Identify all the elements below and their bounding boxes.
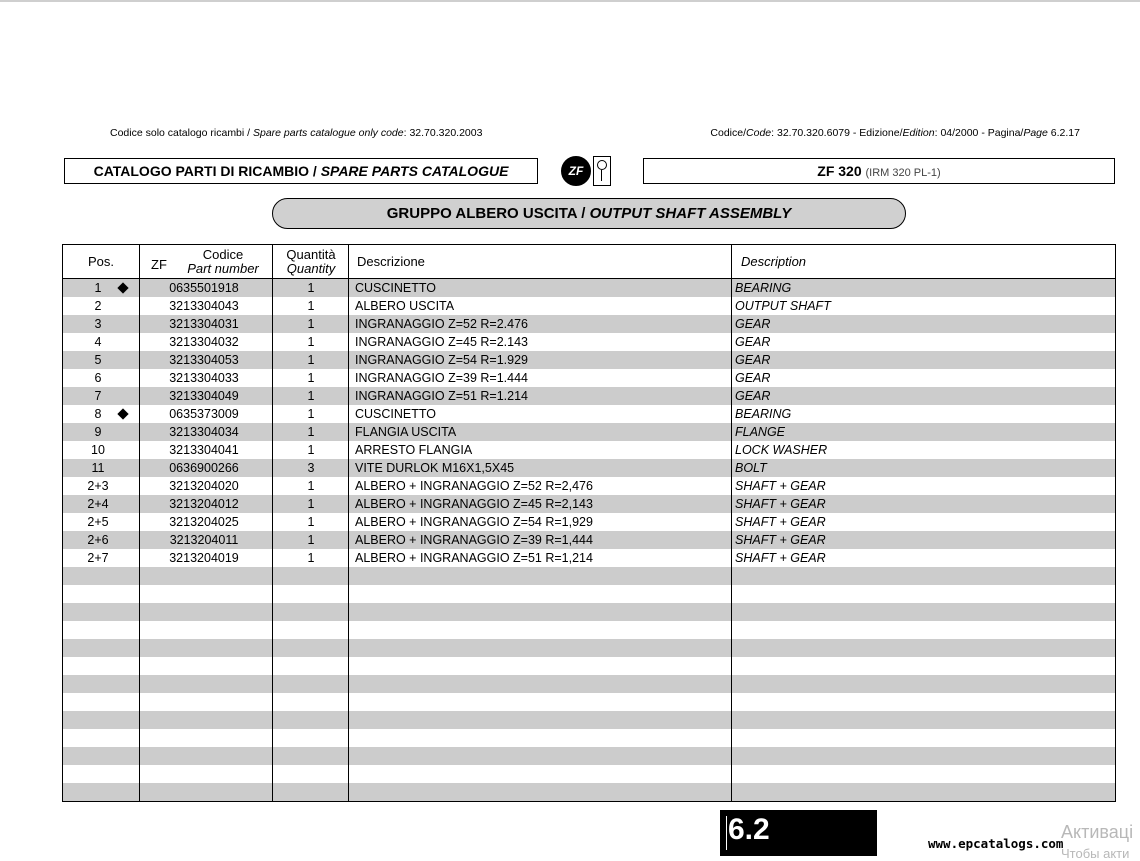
cell-qty: 1 <box>307 497 315 511</box>
cell-description <box>355 729 730 747</box>
cell-code <box>139 783 269 801</box>
cell-qty <box>273 729 349 747</box>
top-border <box>0 0 1140 2</box>
cell-qty: 1 <box>307 533 315 547</box>
cell-description: ALBERO + INGRANAGGIO Z=54 R=1,929 <box>355 515 593 529</box>
cell-qty: 1 <box>307 353 315 367</box>
cell-qty <box>273 585 349 603</box>
table-row <box>63 297 1115 315</box>
table-row <box>63 801 1115 819</box>
cell-code <box>139 729 269 747</box>
cell-code: 3213304041 <box>169 443 239 457</box>
cell-description: INGRANAGGIO Z=54 R=1.929 <box>355 353 528 367</box>
table-row <box>63 423 1115 441</box>
section-number: 6.2 <box>720 810 877 856</box>
cell-qty: 1 <box>307 551 315 565</box>
cell-qty: 1 <box>307 335 315 349</box>
cell-description-en <box>735 567 1110 585</box>
cell-qty <box>273 747 349 765</box>
cell-pos: 2+7 <box>87 551 109 565</box>
cell-pos <box>63 801 133 819</box>
cell-description-en: SHAFT + GEAR <box>735 515 826 529</box>
parts-table <box>62 244 1116 802</box>
cell-description: ALBERO + INGRANAGGIO Z=52 R=2,476 <box>355 479 593 493</box>
cell-code <box>139 621 269 639</box>
table-row <box>63 783 1115 801</box>
cell-description: ALBERO + INGRANAGGIO Z=39 R=1,444 <box>355 533 593 547</box>
cell-pos: 7 <box>94 389 102 403</box>
cell-code: 3213204025 <box>169 515 239 529</box>
cell-pos <box>63 621 133 639</box>
header-pos: Pos. <box>87 254 114 269</box>
cell-pos <box>63 567 133 585</box>
cell-code: 3213204012 <box>169 497 239 511</box>
activation-watermark-sub: Чтобы акти <box>1061 846 1130 861</box>
cell-description-en: SHAFT + GEAR <box>735 497 826 511</box>
cell-code: 3213304043 <box>169 299 239 313</box>
cell-pos <box>63 657 133 675</box>
cell-description: INGRANAGGIO Z=45 R=2.143 <box>355 335 528 349</box>
cell-description: ALBERO + INGRANAGGIO Z=45 R=2,143 <box>355 497 593 511</box>
cell-pos: 2 <box>94 299 102 313</box>
column-divider <box>272 245 273 801</box>
table-row <box>63 567 1115 585</box>
cell-code: 3213304053 <box>169 353 239 367</box>
cell-qty: 1 <box>307 515 315 529</box>
cell-description-en <box>735 729 1110 747</box>
activation-watermark: Активаці <box>1061 822 1134 842</box>
column-divider <box>348 245 349 801</box>
cell-pos <box>63 603 133 621</box>
cell-pos: 4 <box>94 335 102 349</box>
cell-qty: 1 <box>307 389 315 403</box>
cell-code <box>139 657 269 675</box>
table-row <box>63 675 1115 693</box>
cell-code <box>139 603 269 621</box>
cell-qty <box>273 603 349 621</box>
cell-qty <box>273 693 349 711</box>
cell-qty: 1 <box>307 425 315 439</box>
table-row <box>63 351 1115 369</box>
cell-pos: 2+6 <box>87 533 109 547</box>
cell-pos <box>63 747 133 765</box>
cell-description-en: GEAR <box>735 353 771 367</box>
cell-description-en <box>735 657 1110 675</box>
cell-qty <box>273 765 349 783</box>
cell-description <box>355 567 730 585</box>
cell-qty <box>273 783 349 801</box>
cell-qty: 1 <box>307 443 315 457</box>
header-part-number: Part number <box>187 261 259 276</box>
cell-description: ARRESTO FLANGIA <box>355 443 473 457</box>
cell-description: INGRANAGGIO Z=39 R=1.444 <box>355 371 528 385</box>
cell-code <box>139 747 269 765</box>
cell-description <box>355 711 730 729</box>
cell-code: 3213304034 <box>169 425 239 439</box>
cell-description <box>355 585 730 603</box>
cell-description <box>355 621 730 639</box>
cell-qty <box>273 639 349 657</box>
table-row <box>63 369 1115 387</box>
cell-qty <box>273 567 349 585</box>
table-row <box>63 315 1115 333</box>
cell-pos: 2+4 <box>87 497 109 511</box>
cell-description-en: OUTPUT SHAFT <box>735 299 831 313</box>
cell-code: 3213204019 <box>169 551 239 565</box>
cell-description: ALBERO + INGRANAGGIO Z=51 R=1,214 <box>355 551 593 565</box>
model-title: ZF 320 (IRM 320 PL-1) <box>643 158 1115 184</box>
column-divider <box>731 245 732 801</box>
cell-pos: 5 <box>94 353 102 367</box>
cell-description-en: SHAFT + GEAR <box>735 551 826 565</box>
cell-code: 3213304049 <box>169 389 239 403</box>
cell-description-en: GEAR <box>735 389 771 403</box>
cell-pos: 6 <box>94 371 102 385</box>
table-row <box>63 531 1115 549</box>
cell-pos: 3 <box>94 317 102 331</box>
cell-code: 3213204020 <box>169 479 239 493</box>
header-zf: ZF <box>151 257 167 272</box>
cell-description-en <box>735 639 1110 657</box>
cell-description-en <box>735 675 1110 693</box>
header-quantity: Quantity <box>286 261 336 276</box>
cell-qty <box>273 801 349 819</box>
cell-pos <box>63 711 133 729</box>
cell-pos: 1 <box>94 281 102 295</box>
cell-pos <box>63 639 133 657</box>
table-row <box>63 513 1115 531</box>
zf-logo-icon: ZF <box>561 156 591 186</box>
cell-pos <box>63 693 133 711</box>
cell-code: 0635373009 <box>169 407 239 421</box>
cell-qty <box>273 657 349 675</box>
cell-description <box>355 783 730 801</box>
cell-pos: 11 <box>91 461 105 475</box>
table-row <box>63 747 1115 765</box>
cell-description-en: GEAR <box>735 335 771 349</box>
cell-description-en <box>735 765 1110 783</box>
cell-description <box>355 801 730 819</box>
table-row <box>63 657 1115 675</box>
cell-qty: 1 <box>307 371 315 385</box>
table-row <box>63 387 1115 405</box>
table-row <box>63 711 1115 729</box>
table-row <box>63 333 1115 351</box>
cell-code: 3213304031 <box>169 317 239 331</box>
table-row <box>63 441 1115 459</box>
cell-description-en: FLANGE <box>735 425 786 439</box>
table-row <box>63 549 1115 567</box>
table-row <box>63 639 1115 657</box>
header-code: Codice <box>202 247 244 262</box>
table-row <box>63 279 1115 297</box>
cell-code <box>139 585 269 603</box>
group-title: GRUPPO ALBERO USCITA / OUTPUT SHAFT ASSEMBLY <box>272 198 906 229</box>
cell-description-en: BOLT <box>735 461 767 475</box>
cell-code: 3213304032 <box>169 335 239 349</box>
cell-description <box>355 747 730 765</box>
cell-description <box>355 657 730 675</box>
cell-pos <box>63 783 133 801</box>
cell-qty <box>273 675 349 693</box>
cell-description <box>355 675 730 693</box>
cell-description-en <box>735 693 1110 711</box>
cell-description-en: GEAR <box>735 371 771 385</box>
cell-pos: 8 <box>94 407 102 421</box>
table-row <box>63 477 1115 495</box>
cell-qty: 1 <box>307 281 315 295</box>
cell-description-en <box>735 585 1110 603</box>
cell-pos <box>63 675 133 693</box>
cell-qty: 1 <box>307 479 315 493</box>
cell-description-en: LOCK WASHER <box>735 443 828 457</box>
cell-pos: 2+3 <box>87 479 109 493</box>
cell-description <box>355 693 730 711</box>
cell-qty <box>273 711 349 729</box>
cell-description: VITE DURLOK M16X1,5X45 <box>355 461 515 475</box>
cell-description-en: SHAFT + GEAR <box>735 533 826 547</box>
cell-code: 0635501918 <box>169 281 239 295</box>
cell-description-en: BEARING <box>735 407 792 421</box>
catalogue-only-code: Codice solo catalogo ricambi / Spare parts catalogue only code: 32.70.320.2003 <box>110 127 483 139</box>
cell-description: FLANGIA USCITA <box>355 425 457 439</box>
cell-code <box>139 567 269 585</box>
table-row <box>63 585 1115 603</box>
cell-description-en <box>735 783 1110 801</box>
cell-pos: 10 <box>91 443 105 457</box>
website-link[interactable]: www.epcatalogs.com <box>928 836 1064 851</box>
cell-code: 3213204011 <box>169 533 239 547</box>
edition-info: Codice/Code: 32.70.320.6079 - Edizione/Edition: 04/2000 - Pagina/Page 6.2.17 <box>710 127 1080 139</box>
tag-icon <box>593 156 611 186</box>
cell-description-en <box>735 603 1110 621</box>
header-description: Description <box>741 254 807 269</box>
table-row <box>63 729 1115 747</box>
cell-description: CUSCINETTO <box>355 281 437 295</box>
cell-description: ALBERO USCITA <box>355 299 455 313</box>
cell-qty: 1 <box>307 317 315 331</box>
cell-description-en <box>735 621 1110 639</box>
cell-code <box>139 711 269 729</box>
cell-code <box>139 675 269 693</box>
cell-description: INGRANAGGIO Z=52 R=2.476 <box>355 317 528 331</box>
cell-description-en: GEAR <box>735 317 771 331</box>
table-row <box>63 459 1115 477</box>
table-row <box>63 405 1115 423</box>
header-quantita: Quantità <box>286 247 336 262</box>
cell-code <box>139 801 269 819</box>
cell-description-en: BEARING <box>735 281 792 295</box>
cell-pos <box>63 765 133 783</box>
cell-pos: 9 <box>94 425 102 439</box>
cell-qty: 3 <box>307 461 315 475</box>
cell-code <box>139 765 269 783</box>
table-row <box>63 621 1115 639</box>
cell-qty <box>273 621 349 639</box>
table-row <box>63 693 1115 711</box>
header-descrizione: Descrizione <box>357 254 425 269</box>
cell-description: CUSCINETTO <box>355 407 437 421</box>
cell-description <box>355 603 730 621</box>
cell-description-en <box>735 747 1110 765</box>
cell-code <box>139 639 269 657</box>
cell-qty: 1 <box>307 299 315 313</box>
cell-description-en: SHAFT + GEAR <box>735 479 826 493</box>
cell-description-en <box>735 711 1110 729</box>
cell-description <box>355 639 730 657</box>
table-row <box>63 495 1115 513</box>
cell-description <box>355 765 730 783</box>
column-divider <box>139 245 140 801</box>
table-row <box>63 765 1115 783</box>
table-row <box>63 603 1115 621</box>
cell-qty: 1 <box>307 407 315 421</box>
cell-description: INGRANAGGIO Z=51 R=1.214 <box>355 389 528 403</box>
cell-pos <box>63 585 133 603</box>
cell-pos <box>63 729 133 747</box>
cell-code: 0636900266 <box>169 461 239 475</box>
cell-pos: 2+5 <box>87 515 109 529</box>
cell-code <box>139 693 269 711</box>
cell-code: 3213304033 <box>169 371 239 385</box>
catalogue-title: CATALOGO PARTI DI RICAMBIO / SPARE PARTS CATALOGUE <box>64 158 538 184</box>
